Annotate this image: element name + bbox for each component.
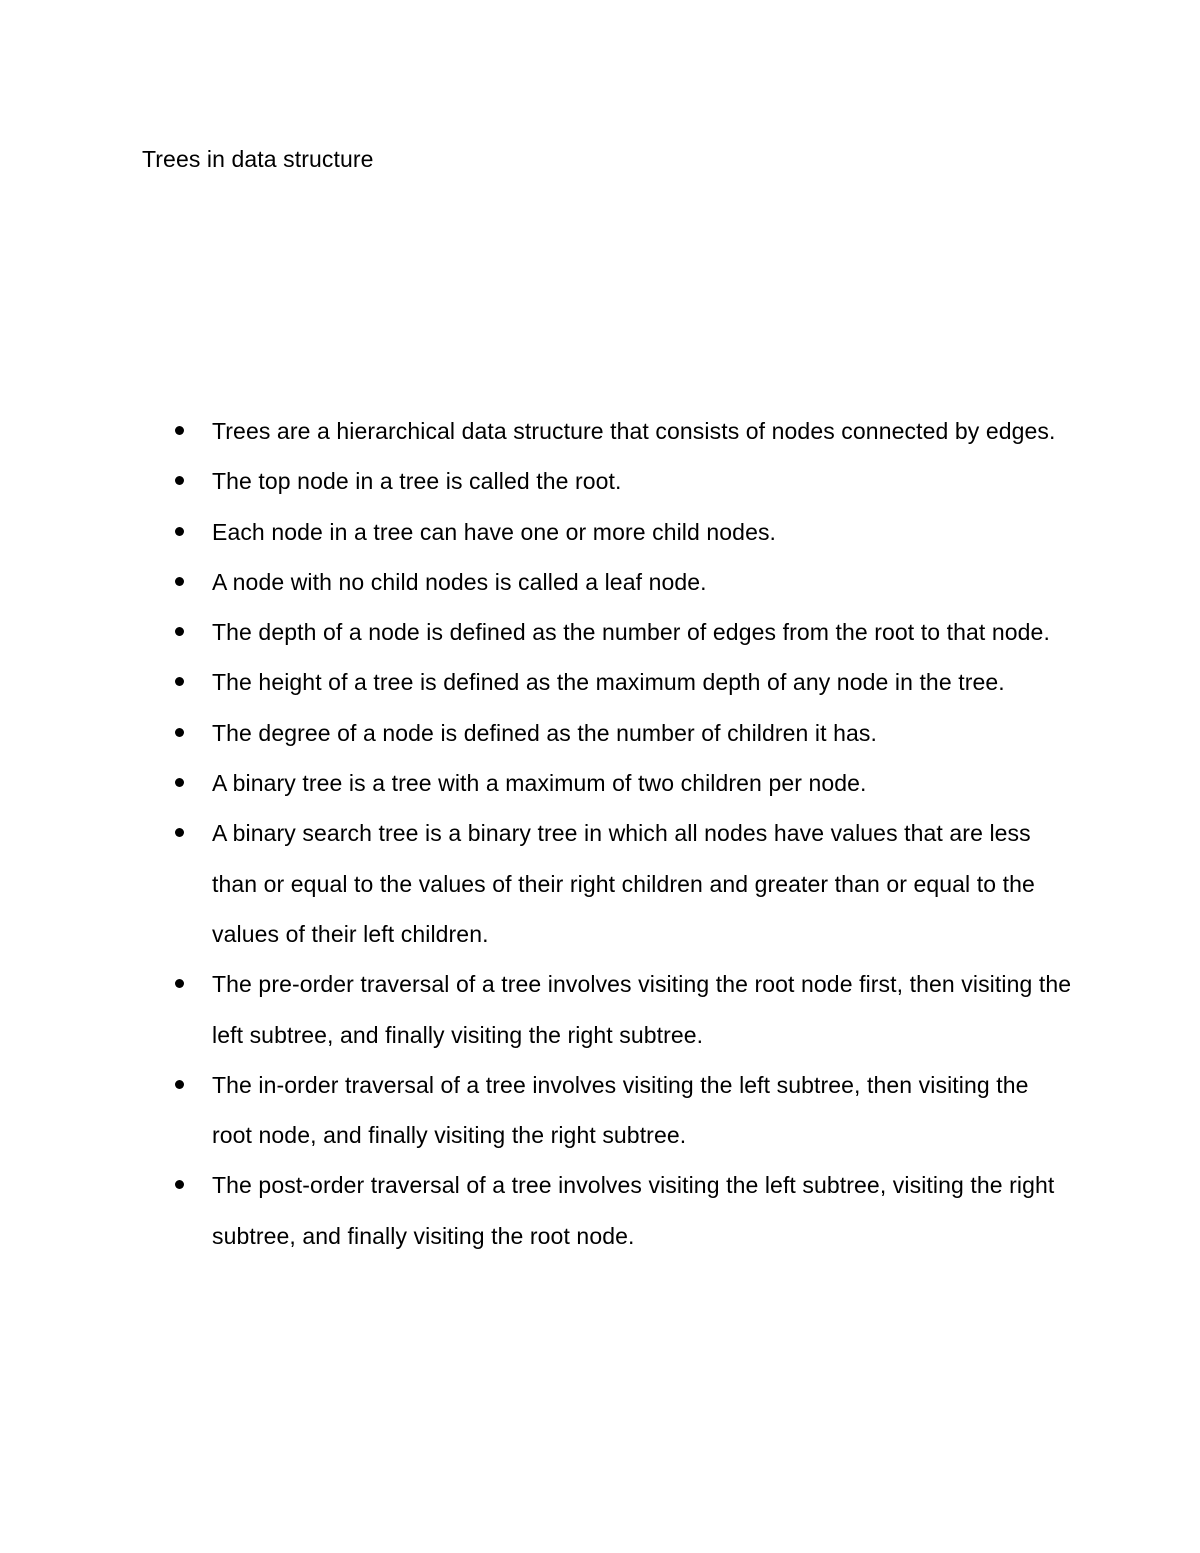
list-item [0,406,1072,456]
bullet-point-icon [175,527,184,536]
bullet-point-icon [175,728,184,737]
list-item [0,708,1072,758]
list-item [0,507,1072,557]
bullet-point-icon [175,627,184,636]
bullet-point-icon [175,577,184,586]
list-item [0,456,1072,506]
list-item [0,1160,1072,1261]
bullet-point-icon [175,979,184,988]
document-title: Trees in data structure [142,146,374,172]
list-item [0,657,1072,707]
list-item-text: The in-order traversal of a tree involves visiting the left subtree, then visiting the root node, and finally visiting the right subtree. [212,1071,1029,1149]
list-item-text: The height of a tree is defined as the maximum depth of any node in the tree. [212,669,1005,696]
list-item-text: A binary tree is a tree with a maximum of two children per node. [212,770,867,797]
list-item-text: A binary search tree is a binary tree in which all nodes have values that are less than or equal to the values of their right children and greater than or equal to the values of their left children. [212,820,1035,947]
list-item [0,758,1072,808]
bullet-point-icon [175,677,184,686]
bullet-point-icon [175,1080,184,1089]
bullet-point-icon [175,778,184,787]
list-item-text: The degree of a node is defined as the number of children it has. [212,719,877,746]
list-item [0,959,1072,1060]
list-item-text: Trees are a hierarchical data structure that consists of nodes connected by edges. [212,418,1056,444]
bullet-point-icon [175,828,184,837]
list-item-text: Each node in a tree can have one or more child nodes. [212,518,777,545]
bullet-point-icon [175,476,184,485]
list-item [0,557,1072,607]
list-item-text: The depth of a node is defined as the number of edges from the root to that node. [212,619,1050,646]
list-item [0,1060,1072,1161]
list-item-text: A node with no child nodes is called a leaf node. [212,568,707,595]
list-item-text: The top node in a tree is called the root. [212,468,622,495]
list-item-text: The post-order traversal of a tree involves visiting the left subtree, visiting the right subtree, and finally visiting the root node. [212,1172,1055,1249]
bullet-list [0,406,1200,1261]
list-item [0,607,1072,657]
bullet-point-icon [175,1180,184,1189]
list-item [0,808,1072,959]
bullet-point-icon [175,426,184,435]
list-item-text: The pre-order traversal of a tree involves visiting the root node first, then visiting the left subtree, and finally visiting the right subtree. [212,971,1072,1048]
